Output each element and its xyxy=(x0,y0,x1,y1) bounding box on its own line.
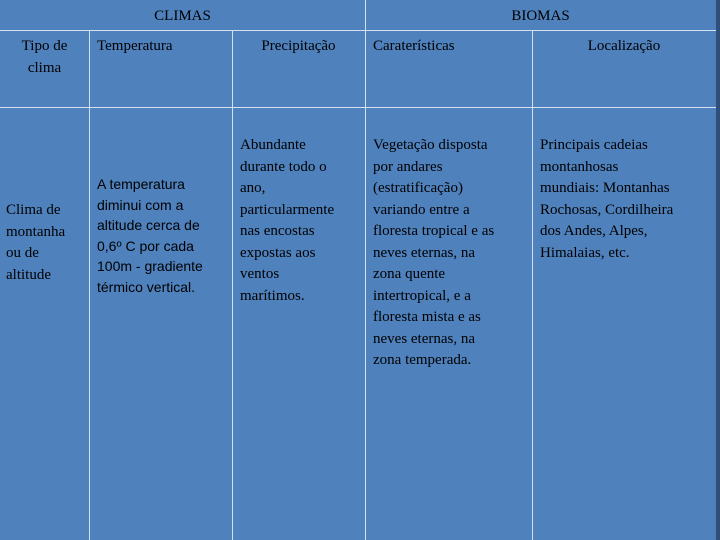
grid-line-3 xyxy=(365,0,366,540)
header-tipo-clima: Tipo de clima xyxy=(21,38,68,76)
page-edge-shadow xyxy=(716,0,720,540)
cell-caracteristicas: Vegetação disposta por andares (estratificação) variando entre a floresta tropical e as neves eternas, na zona quente intertropical, e a floresta mista e as neves eternas, na zona temperada. xyxy=(373,137,495,368)
grid-line-header xyxy=(0,107,716,108)
grid-line-2 xyxy=(232,30,233,540)
group-climas: CLIMAS xyxy=(154,8,211,24)
header-caracteristicas: Caraterísticas xyxy=(373,38,455,54)
cell-tipo-clima: Clima de montanha ou de altitude xyxy=(6,202,66,283)
grid-line-top xyxy=(0,30,716,31)
header-precipitacao: Precipitação xyxy=(261,38,336,54)
group-biomas: BIOMAS xyxy=(511,8,570,24)
grid-line-4 xyxy=(532,30,533,540)
header-temperatura: Temperatura xyxy=(97,38,173,54)
cell-precipitacao: Abundante durante todo o ano, particularmente nas encostas expostas aos ventos marítimos. xyxy=(240,137,335,304)
cell-localizacao: Principais cadeias montanhosas mundiais: Montanhas Rochosas, Cordilheira dos Andes, Alpes, Himalaias, etc. xyxy=(540,137,674,261)
grid-line-1 xyxy=(89,30,90,540)
cell-temperatura: A temperatura diminui com a altitude cerca de 0,6º C por cada 100m - gradiente térmico vertical. xyxy=(97,176,203,295)
header-localizacao: Localização xyxy=(587,38,661,54)
